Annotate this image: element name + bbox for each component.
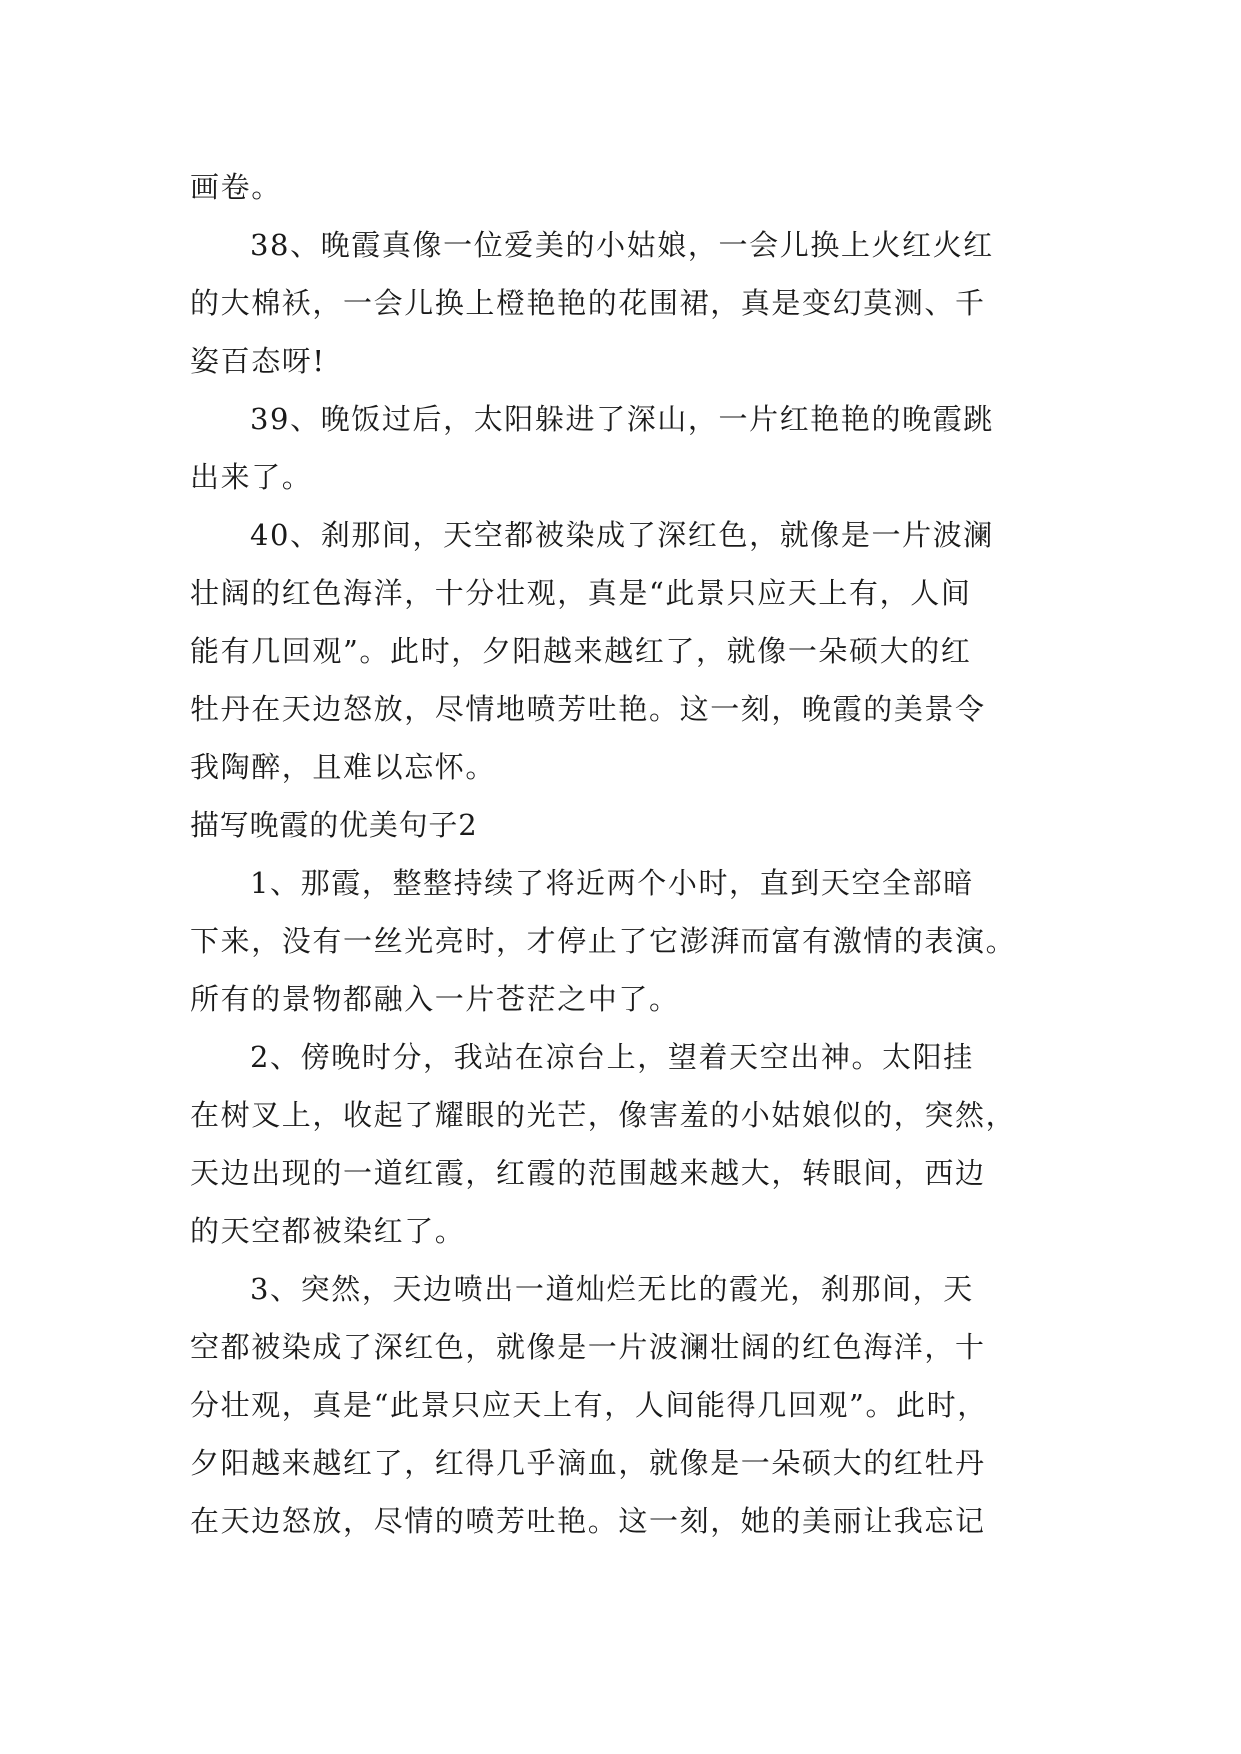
item-2-line-1: 2、傍晚时分，我站在凉台上，望着天空出神。太阳挂 <box>250 1040 974 1074</box>
item-3-line-1: 3、突然，天边喷出一道灿烂无比的霞光，刹那间，天 <box>250 1272 974 1306</box>
text-line-continuation: 画卷。 <box>190 170 282 204</box>
item-38-line-3: 姿百态呀! <box>190 344 326 378</box>
item-3-line-2: 空都被染成了深红色，就像是一片波澜壮阔的红色海洋，十 <box>190 1330 986 1364</box>
item-3-line-5: 在天边怒放，尽情的喷芳吐艳。这一刻，她的美丽让我忘记 <box>190 1504 986 1538</box>
item-40-line-3: 能有几回观”。此时，夕阳越来越红了，就像一朵硕大的红 <box>190 634 972 668</box>
item-39-line-2: 出来了。 <box>190 460 313 494</box>
item-40-line-1: 40、刹那间，天空都被染成了深红色，就像是一片波澜 <box>250 518 994 552</box>
item-40-line-2: 壮阔的红色海洋，十分壮观，真是“此景只应天上有，人间 <box>190 576 972 610</box>
section-heading: 描写晚霞的优美句子2 <box>190 808 478 842</box>
item-2-line-3: 天边出现的一道红霞，红霞的范围越来越大，转眼间，西边 <box>190 1156 986 1190</box>
item-2-line-4: 的天空都被染红了。 <box>190 1214 466 1248</box>
item-2-line-2: 在树叉上，收起了耀眼的光芒，像害羞的小姑娘似的，突然， <box>190 1098 1017 1132</box>
item-40-line-5: 我陶醉，且难以忘怀。 <box>190 750 497 784</box>
item-40-line-4: 牡丹在天边怒放，尽情地喷芳吐艳。这一刻，晚霞的美景令 <box>190 692 986 726</box>
item-1-line-3: 所有的景物都融入一片苍茫之中了。 <box>190 982 680 1016</box>
item-1-line-1: 1、那霞，整整持续了将近两个小时，直到天空全部暗 <box>250 866 974 900</box>
item-1-line-2: 下来，没有一丝光亮时，才停止了它澎湃而富有激情的表演。 <box>190 924 1017 958</box>
item-3-line-3: 分壮观，真是“此景只应天上有，人间能得几回观”。此时， <box>190 1388 988 1422</box>
item-38-line-2: 的大棉袄，一会儿换上橙艳艳的花围裙，真是变幻莫测、千 <box>190 286 986 320</box>
document-body <box>190 158 1052 1550</box>
item-38-line-1: 38、晚霞真像一位爱美的小姑娘，一会儿换上火红火红 <box>250 228 994 262</box>
item-3-line-4: 夕阳越来越红了，红得几乎滴血，就像是一朵硕大的红牡丹 <box>190 1446 986 1480</box>
item-39-line-1: 39、晚饭过后，太阳躲进了深山，一片红艳艳的晚霞跳 <box>250 402 994 436</box>
